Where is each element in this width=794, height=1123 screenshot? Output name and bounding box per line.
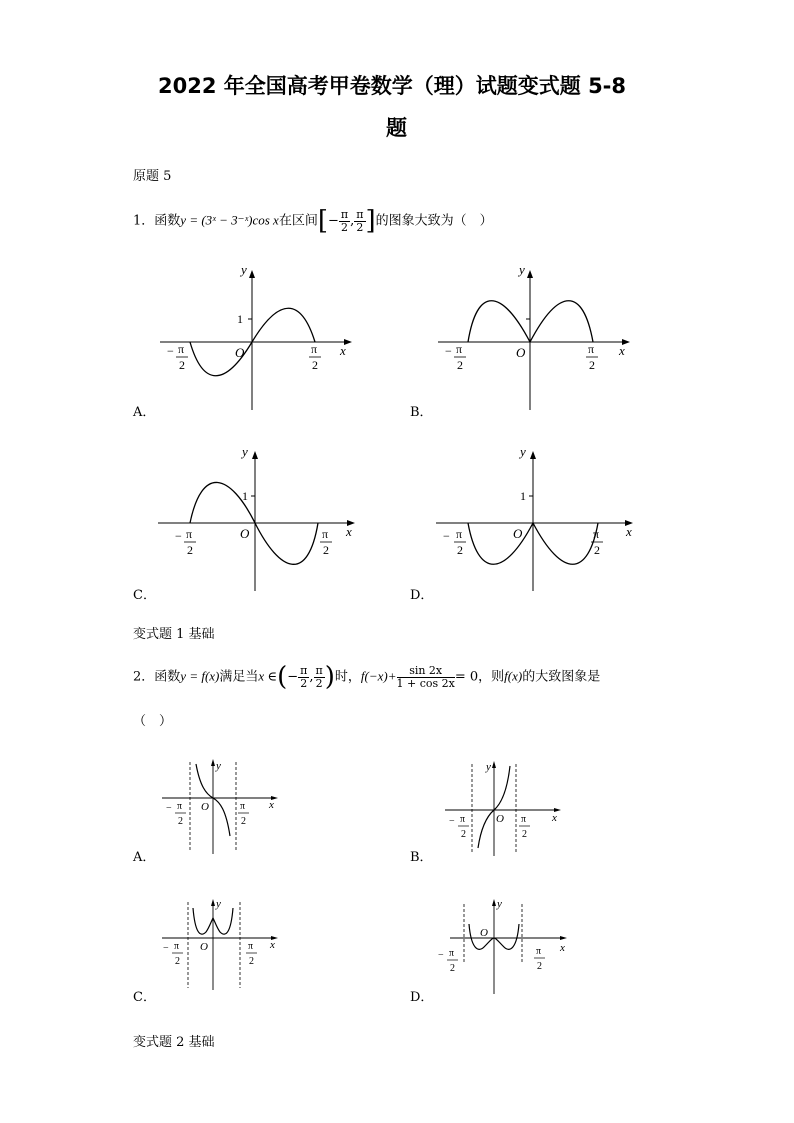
q2-when: 时， xyxy=(334,669,361,685)
q1-frac-a: $\frac{\pi}{2}$ xyxy=(340,207,349,234)
q1-formula: y = (3ˣ − 3⁻ˣ)cos x xyxy=(180,212,279,228)
q2-neg: − xyxy=(287,669,299,685)
q1-option-a[interactable]: A． xyxy=(133,405,156,420)
q2-frac-a: $\frac{\pi}{2}$ xyxy=(300,663,308,690)
q1-graph-b xyxy=(433,262,643,412)
q1c-x-label: x xyxy=(346,524,352,539)
q2-answer-paren: （ ） xyxy=(133,714,173,729)
page-title-line1: 2022 年全国高考甲卷数学（理）试题变式题 5-8 xyxy=(158,74,627,98)
q1a-x-label: x xyxy=(340,343,346,358)
section-variant-2: 变式题 2 基础 xyxy=(133,1035,215,1050)
q1b-pi-r: π xyxy=(588,342,595,356)
q2-option-d[interactable]: D． xyxy=(410,990,434,1005)
q1a-pi-l: π xyxy=(178,342,185,356)
q2c-two-l: 2 xyxy=(175,956,180,967)
q2-stem xyxy=(133,662,600,692)
q2d-two-l: 2 xyxy=(450,963,455,974)
q2d-neg: − xyxy=(438,950,444,961)
q2-eq-right: = 0 xyxy=(454,669,479,685)
q2b-origin: O xyxy=(496,813,504,825)
q2c-pi-l: π xyxy=(174,941,180,952)
q1d-two-r: 2 xyxy=(594,543,600,557)
q1a-two-r: 2 xyxy=(312,358,318,372)
q2-eq-left: f(−x)+ xyxy=(360,668,397,684)
q2-prefix: 函数 xyxy=(154,669,181,685)
q1-sep: , xyxy=(350,213,355,229)
q1c-neg: − xyxy=(175,529,182,543)
q2-formula: y = f(x) xyxy=(180,668,220,684)
page-title-line2: 题 xyxy=(386,116,407,140)
q1a-neg: − xyxy=(167,344,174,358)
q2-graph-c xyxy=(160,896,290,996)
q2b-two-r: 2 xyxy=(522,829,527,840)
q2-number: 2． xyxy=(133,669,155,685)
q1-frac-b: $\frac{\pi}{2}$ xyxy=(356,207,364,234)
q2-fx: f(x) xyxy=(504,668,523,684)
q2a-pi-r: π xyxy=(240,801,246,812)
q1d-one: 1 xyxy=(520,489,526,503)
q1-option-d[interactable]: D． xyxy=(410,588,434,603)
q2c-y-label: y xyxy=(216,898,221,910)
q2-eq-frac: $\frac{\sin 2x}{1 + \cos 2x}$ xyxy=(396,663,455,690)
q2a-pi-l: π xyxy=(177,801,183,812)
q2-then: ，则 xyxy=(478,669,505,685)
q2-option-c[interactable]: C． xyxy=(133,990,156,1005)
q2-sep: , xyxy=(309,669,314,685)
q1b-origin: O xyxy=(516,345,526,360)
q1-option-b[interactable]: B． xyxy=(410,405,433,420)
q1-suffix: 的图象大致为（ ） xyxy=(375,213,493,229)
q2d-two-r: 2 xyxy=(537,961,542,972)
q1c-pi-r: π xyxy=(322,527,329,541)
q1-middle: 在区间 xyxy=(278,213,318,229)
q2a-two-r: 2 xyxy=(241,816,246,827)
q1b-y-label: y xyxy=(519,262,525,277)
q2-suffix: 的大致图象是 xyxy=(522,669,601,685)
q1-stem xyxy=(133,206,493,236)
q1a-y-label: y xyxy=(241,262,247,277)
section-variant-1: 变式题 1 基础 xyxy=(133,627,215,642)
q1-graph-d xyxy=(436,443,646,593)
q1d-pi-r: π xyxy=(593,527,600,541)
q1c-pi-l: π xyxy=(186,527,193,541)
q2d-y-label: y xyxy=(497,898,502,910)
q2c-neg: − xyxy=(163,943,169,954)
q2c-origin: O xyxy=(200,941,208,953)
q2-paren-left: ( xyxy=(277,662,288,692)
q2b-pi-l: π xyxy=(460,814,466,825)
q2c-x-label: x xyxy=(270,939,275,951)
q1b-x-label: x xyxy=(619,343,625,358)
q1d-pi-l: π xyxy=(456,527,463,541)
q2-option-b[interactable]: B． xyxy=(410,850,433,865)
q1c-one: 1 xyxy=(242,489,248,503)
q2-frac-b: $\frac{\pi}{2}$ xyxy=(315,663,323,690)
q1b-two-r: 2 xyxy=(589,358,595,372)
q2c-two-r: 2 xyxy=(249,956,254,967)
section-original: 原题 5 xyxy=(133,169,172,184)
q2-cond: x ∈ xyxy=(258,668,278,684)
q2-graph-b xyxy=(443,758,573,858)
q1-option-c[interactable]: C． xyxy=(133,588,156,603)
q1b-neg: − xyxy=(445,344,452,358)
q1d-x-label: x xyxy=(626,524,632,539)
q2a-y-label: y xyxy=(216,760,221,772)
q2d-origin: O xyxy=(480,927,488,939)
q2b-y-label: y xyxy=(486,761,491,773)
q1d-two-l: 2 xyxy=(457,543,463,557)
q1-number: 1． xyxy=(133,213,155,229)
q2b-neg: − xyxy=(449,816,455,827)
q2d-pi-l: π xyxy=(449,948,455,959)
q2b-pi-r: π xyxy=(521,814,527,825)
q1c-y-label: y xyxy=(242,444,248,459)
q1-prefix: 函数 xyxy=(154,213,181,229)
q1-bracket-right: ] xyxy=(365,206,376,236)
q2-middle: 满足当 xyxy=(219,669,259,685)
q1b-pi-l: π xyxy=(456,342,463,356)
q2-graph-d xyxy=(436,896,576,996)
q2-graph-a xyxy=(160,756,290,856)
q2a-two-l: 2 xyxy=(178,816,183,827)
q1c-origin: O xyxy=(240,526,250,541)
q1-graph-c xyxy=(158,443,368,593)
q1d-origin: O xyxy=(513,526,523,541)
q1b-two-l: 2 xyxy=(457,358,463,372)
q1a-two-l: 2 xyxy=(179,358,185,372)
q1a-origin: O xyxy=(235,345,245,360)
q1-graph-a xyxy=(155,262,365,412)
q1a-pi-r: π xyxy=(311,342,318,356)
q1c-two-r: 2 xyxy=(323,543,329,557)
q2a-neg: − xyxy=(166,803,172,814)
q2d-x-label: x xyxy=(560,942,565,954)
q1-bracket-left: [ xyxy=(317,206,328,236)
q1a-one: 1 xyxy=(237,312,243,326)
q2-option-a[interactable]: A． xyxy=(133,850,156,865)
q2b-x-label: x xyxy=(552,812,557,824)
q1d-neg: − xyxy=(443,529,450,543)
q1-neg: − xyxy=(328,213,339,229)
q2d-pi-r: π xyxy=(536,946,542,957)
q2b-two-l: 2 xyxy=(461,829,466,840)
q2-paren-right: ) xyxy=(324,662,335,692)
q2a-origin: O xyxy=(201,801,209,813)
q2a-x-label: x xyxy=(269,799,274,811)
q1c-two-l: 2 xyxy=(187,543,193,557)
q2c-pi-r: π xyxy=(248,941,254,952)
q1d-y-label: y xyxy=(520,444,526,459)
